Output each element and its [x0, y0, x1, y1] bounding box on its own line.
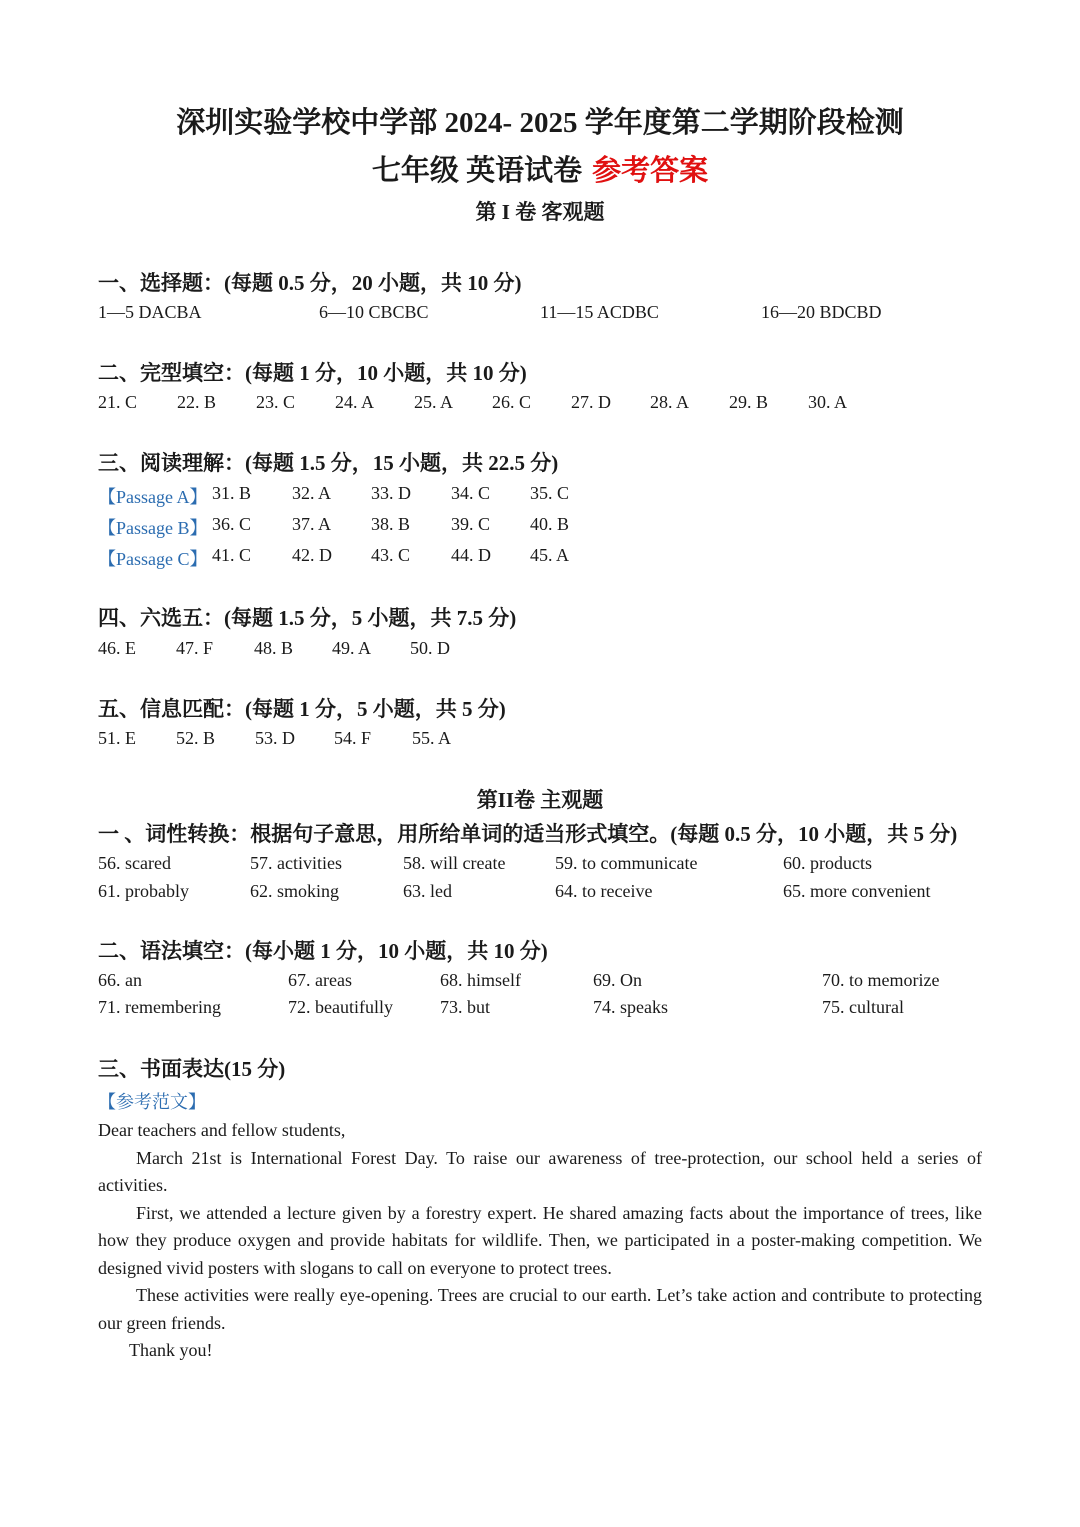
answer-item: 22. B — [177, 392, 217, 412]
answer-item: 44. D — [451, 545, 491, 565]
answer-item: 23. C — [256, 392, 296, 412]
passage-c-answers — [98, 545, 998, 569]
part2-section-3-heading: 三、书面表达(15 分) — [98, 1057, 286, 1081]
answer-item: 29. B — [729, 392, 769, 412]
answer-item: 54. F — [334, 728, 372, 748]
section-2-answers — [98, 392, 998, 416]
answer-item: 11—15 ACDBC — [540, 302, 659, 322]
answer-item: 42. D — [292, 545, 332, 565]
subtitle-main: 七年级 英语试卷 — [371, 155, 583, 187]
answer-item: 28. A — [650, 392, 690, 412]
answer-item: 72. beautifully — [288, 997, 393, 1017]
answer-item: 26. C — [492, 392, 532, 412]
passage-b-label: 【Passage B】 — [98, 518, 208, 538]
essay-closing: Thank you! — [129, 1340, 213, 1360]
answer-item: 74. speaks — [593, 997, 668, 1017]
answer-item: 46. E — [98, 638, 136, 658]
answer-item: 30. A — [808, 392, 848, 412]
answer-item: 25. A — [414, 392, 454, 412]
answer-item: 73. but — [440, 997, 491, 1017]
part1-heading: 第 I 卷 客观题 — [475, 200, 605, 224]
answer-item: 66. an — [98, 970, 142, 990]
part2-section-2-row2 — [98, 997, 998, 1021]
answer-item: 37. A — [292, 514, 332, 534]
passage-c-label: 【Passage C】 — [98, 549, 208, 569]
section-1-answers — [98, 302, 998, 326]
answer-item: 27. D — [571, 392, 611, 412]
answer-item: 39. C — [451, 514, 491, 534]
section-1-heading: 一、选择题：(每题 0.5 分，20 小题，共 10 分) — [98, 271, 522, 295]
answer-item: 24. A — [335, 392, 375, 412]
answer-item: 65. more convenient — [783, 881, 931, 901]
answer-item: 60. products — [783, 853, 872, 873]
answer-item: 33. D — [371, 483, 411, 503]
answer-item: 67. areas — [288, 970, 352, 990]
answer-item: 53. D — [255, 728, 295, 748]
section-5-heading: 五、信息匹配：(每题 1 分，5 小题，共 5 分) — [98, 697, 506, 721]
answer-item: 47. F — [176, 638, 214, 658]
answer-item: 35. C — [530, 483, 570, 503]
answer-item: 70. to memorize — [822, 970, 940, 990]
answer-item: 49. A — [332, 638, 372, 658]
answer-item: 56. scared — [98, 853, 171, 873]
answer-item: 52. B — [176, 728, 216, 748]
answer-item: 40. B — [530, 514, 570, 534]
answer-item: 6—10 CBCBC — [319, 302, 429, 322]
answer-item: 32. A — [292, 483, 332, 503]
part2-section-1-heading: 一 、词性转换：根据句子意思，用所给单词的适当形式填空。(每题 0.5 分，10 小题，共 5 分) — [98, 822, 958, 846]
document-title: 深圳实验学校中学部 2024- 2025 学年度第二学期阶段检测 — [176, 107, 904, 139]
answer-item: 63. led — [403, 881, 452, 901]
answer-item: 75. cultural — [822, 997, 904, 1017]
answer-item: 71. remembering — [98, 997, 221, 1017]
sample-essay-label: 【参考范文】 — [98, 1092, 206, 1112]
passage-a-label: 【Passage A】 — [98, 487, 208, 507]
section-4-answers — [98, 638, 998, 662]
answer-item: 41. C — [212, 545, 252, 565]
section-4-heading: 四、六选五：(每题 1.5 分，5 小题，共 7.5 分) — [98, 606, 517, 630]
answer-item: 68. himself — [440, 970, 521, 990]
answer-item: 57. activities — [250, 853, 342, 873]
section-2-heading: 二、完型填空：(每题 1 分，10 小题，共 10 分) — [98, 361, 527, 385]
part2-section-1-row2 — [98, 881, 998, 905]
essay-paragraph: March 21st is International Forest Day. To raise our awareness of tree-protection, our school held a series of activities. — [98, 1147, 982, 1195]
section-5-answers — [98, 728, 998, 752]
part2-section-2-row1 — [98, 970, 998, 994]
answer-item: 58. will create — [403, 853, 506, 873]
answer-item: 51. E — [98, 728, 136, 748]
answer-item: 64. to receive — [555, 881, 653, 901]
answer-item: 48. B — [254, 638, 294, 658]
answer-item: 62. smoking — [250, 881, 340, 901]
answer-item: 1—5 DACBA — [98, 302, 202, 322]
subtitle-answer-key: 参考答案 — [592, 155, 709, 187]
answer-item: 50. D — [410, 638, 450, 658]
answer-item: 31. B — [212, 483, 252, 503]
essay-paragraph: First, we attended a lecture given by a forestry expert. He shared amazing facts about the importance of trees, like how they produce oxygen and provide habitats for wildlife. Then, we participated in a poster-making competition. We designed vivid posters with slogans to call on everyone to protect trees. — [98, 1202, 982, 1278]
answer-item: 16—20 BDCBD — [761, 302, 882, 322]
answer-item: 59. to communicate — [555, 853, 698, 873]
answer-item: 36. C — [212, 514, 252, 534]
answer-item: 61. probably — [98, 881, 189, 901]
passage-a-answers — [98, 483, 998, 507]
answer-item: 69. On — [593, 970, 642, 990]
answer-item: 43. C — [371, 545, 411, 565]
answer-item: 38. B — [371, 514, 411, 534]
part2-section-2-heading: 二、语法填空：(每小题 1 分，10 小题，共 10 分) — [98, 939, 548, 963]
sample-essay — [98, 1117, 982, 1365]
passage-b-answers — [98, 514, 998, 538]
answer-item: 21. C — [98, 392, 138, 412]
part2-heading: 第II卷 主观题 — [476, 788, 604, 812]
essay-paragraph: These activities were really eye-opening. Trees are crucial to our earth. Let’s take action and contribute to protecting our green friends. — [98, 1285, 982, 1333]
part2-section-1-row1 — [98, 853, 998, 877]
document-subtitle — [0, 148, 1080, 189]
answer-item: 34. C — [451, 483, 491, 503]
essay-greeting: Dear teachers and fellow students, — [98, 1120, 346, 1140]
section-3-heading: 三、阅读理解：(每题 1.5 分，15 小题，共 22.5 分) — [98, 451, 559, 475]
answer-item: 55. A — [412, 728, 452, 748]
answer-item: 45. A — [530, 545, 570, 565]
